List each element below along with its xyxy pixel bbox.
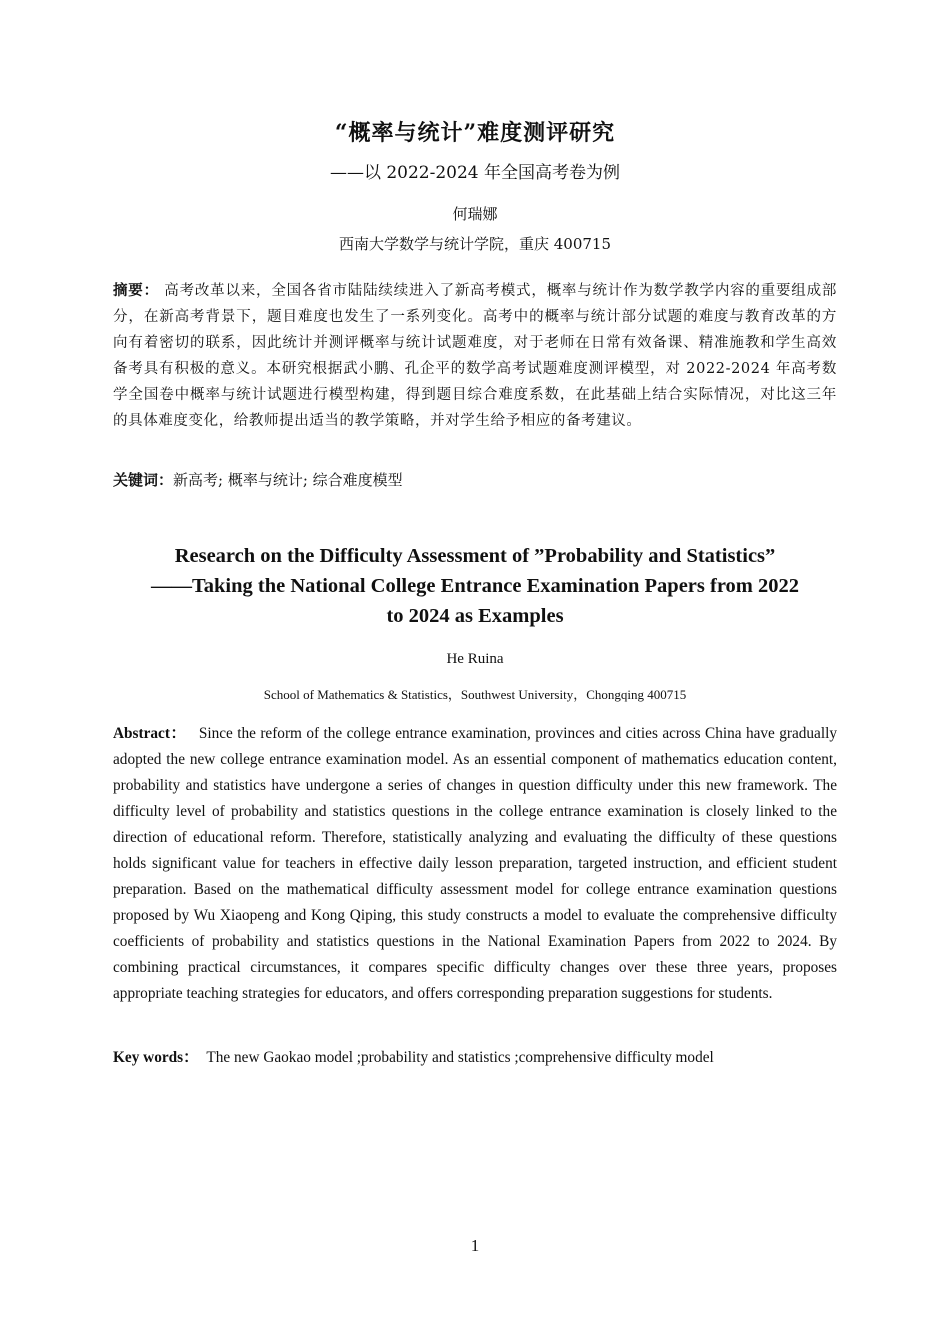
- chinese-affiliation: 西南大学数学与统计学院，重庆 400715: [338, 235, 612, 253]
- chinese-keywords: [113, 469, 837, 490]
- english-title-line-2: ——Taking the National College Entrance Examination Papers from 2022: [150, 575, 800, 597]
- english-abstract: [113, 721, 837, 1007]
- english-title-line-1: Research on the Difficulty Assessment of ”Probability and Statistics”: [174, 545, 776, 567]
- english-title-line-3: to 2024 as Examples: [386, 605, 564, 627]
- chinese-abstract: [113, 278, 837, 434]
- english-keywords: [113, 1045, 837, 1067]
- chinese-author: 何瑞娜: [452, 205, 498, 223]
- chinese-abstract-label: 摘要：: [113, 282, 159, 299]
- english-keywords-text: The new Gaokao model ;probability and statistics ;comprehensive difficulty model: [206, 1049, 714, 1066]
- english-author: He Ruina: [446, 651, 504, 667]
- chinese-abstract-text: 高考改革以来，全国各省市陆陆续续进入了新高考模式，概率与统计作为数学教学内容的重要组成部分，在新高考背景下，题目难度也发生了一系列变化。高考中的概率与统计部分试题的难度与教育改革的方向有着密切的联系，因此统计并测评概率与统计试题难度，对于老师在日常有效备课、精准施教和学生高效备考具有积极的意义。本研究根据武小鹏、孔企平的数学高考试题难度测评模型，对 2022-2024 年高考数学全国卷中概率与统计试题进行模型构建，得到题目综合难度系数，在此基础上结合实际情况，对比这三年的具体难度变化，给教师提出适当的教学策略，并对学生给予相应的备考建议。: [113, 283, 837, 429]
- english-affiliation: School of Mathematics & Statistics，Southwest University，Chongqing 400715: [263, 687, 687, 702]
- chinese-keywords-label: 关键词：: [113, 471, 174, 489]
- chinese-keywords-text: 新高考; 概率与统计; 综合难度模型: [173, 471, 403, 489]
- english-keywords-label: Key words：: [113, 1049, 199, 1066]
- english-title: [100, 541, 850, 631]
- english-abstract-label: Abstract：: [113, 725, 187, 742]
- english-abstract-text: Since the reform of the college entrance examination, provinces and cities across China have gradually adopted the new college entrance examination model. As an essential component of mathematics education content, probability and statistics have undergone a series of changes in question difficulty under this new framework. The difficulty level of probability and statistics questions in the college entrance examination is closely linked to the direction of educational reform. Therefore, statistically analyzing and evaluating the difficulty of these questions holds significant value for teachers in effective daily lesson preparation, targeted instruction, and efficient student preparation. Based on the mathematical difficulty assessment model for college entrance examination questions proposed by Wu Xiaopeng and Kong Qiping, this study constructs a model to evaluate the comprehensive difficulty coefficients of probability and statistics questions in the National Examination Papers from 2022 to 2024. By combining practical circumstances, it compares specific difficulty changes over these three years, proposes appropriate teaching strategies for educators, and offers corresponding preparation suggestions for students.: [113, 725, 837, 1002]
- page-number: 1: [470, 1236, 480, 1255]
- chinese-title: “概率与统计”难度测评研究: [334, 120, 616, 146]
- chinese-subtitle: ——以 2022-2024 年全国高考卷为例: [329, 163, 621, 183]
